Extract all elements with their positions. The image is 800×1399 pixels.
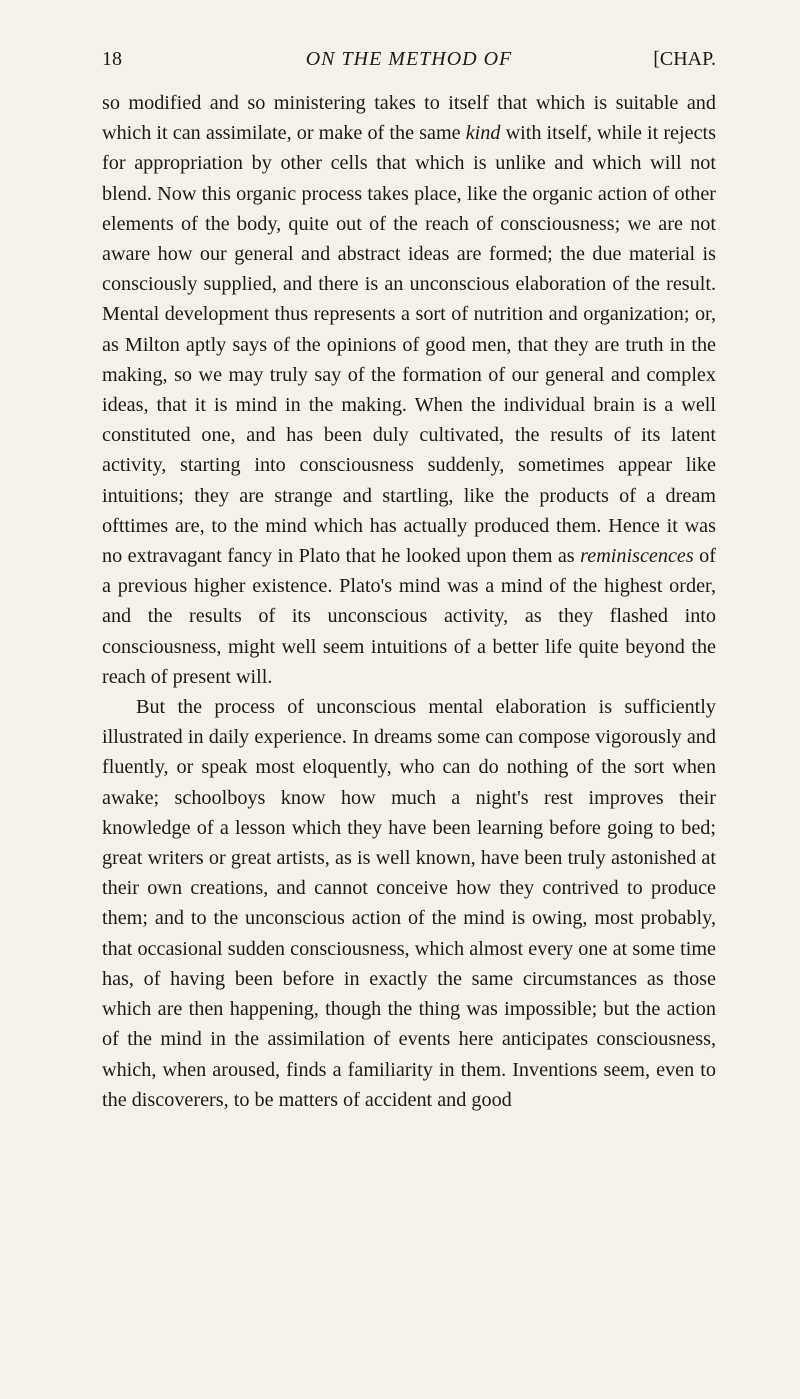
paragraph-1-text-end: of a previous higher existence. Plato's mind was a mind of the highest order, and the results of its unconscious activity, as they flashed into consciousness, might well seem intuitions of a better life quite beyond the reach of present will. bbox=[102, 545, 716, 688]
chapter-mark: [CHAP. bbox=[653, 48, 716, 70]
paragraph-2-text: But the process of unconscious mental elaboration is sufficiently illustrated in daily experience. In dreams some can compose vigorously and fluently, or speak most eloquently, who can do nothing of the sort when awake; schoolboys know how much a night's rest improves their knowledge of a lesson which they have been learning before going to bed; great writers or great artists, as is well known, have been truly astonished at their own creations, and cannot conceive how they contrived to produce them; and to the unconscious action of the mind is owing, most probably, that occasional sudden consciousness, which almost every one at some time has, of having been before in exactly the same circumstances as those which are then happening, though the thing was impossible; but the action of the mind in the assimilation of events here anticipates consciousness, which, when aroused, finds a familiarity in them. Inventions seem, even to the discoverers, to be matters of accident and good bbox=[102, 696, 716, 1111]
emphasis-reminiscences: reminiscences bbox=[580, 545, 694, 568]
paragraph-1 bbox=[102, 88, 716, 692]
emphasis-kind: kind bbox=[465, 122, 501, 145]
running-head bbox=[102, 48, 716, 78]
page-number: 18 bbox=[102, 48, 122, 70]
running-title: ON THE METHOD OF bbox=[305, 48, 513, 70]
body-text bbox=[102, 88, 716, 1115]
paragraph-1-text: so modified and so ministering takes to itself that which is suitable and which it can assimilate, or make of the same bbox=[102, 92, 716, 145]
paragraph-1-text-continued: with itself, while it rejects for appropriation by other cells that which is unlike and which will not blend. Now this organic process takes place, like the organic action of other elements of the body, quite out of the reach of consciousness; we are not aware how our general and abstract ideas are formed; the due material is consciously supplied, and there is an unconscious elaboration of the result. Mental development thus represents a sort of nutrition and organization; or, as Milton aptly says of the opinions of good men, that they are truth in the making, so we may truly say of the formation of our general and complex ideas, that it is mind in the making. When the individual brain is a well constituted one, and has been duly cultivated, the results of its latent activity, starting into consciousness suddenly, sometimes appear like intuitions; they are strange and startling, like the products of a dream ofttimes are, to the mind which has actually produced them. Hence it was no extravagant fancy in Plato that he looked upon them as bbox=[102, 122, 716, 568]
paragraph-2 bbox=[102, 692, 716, 1115]
